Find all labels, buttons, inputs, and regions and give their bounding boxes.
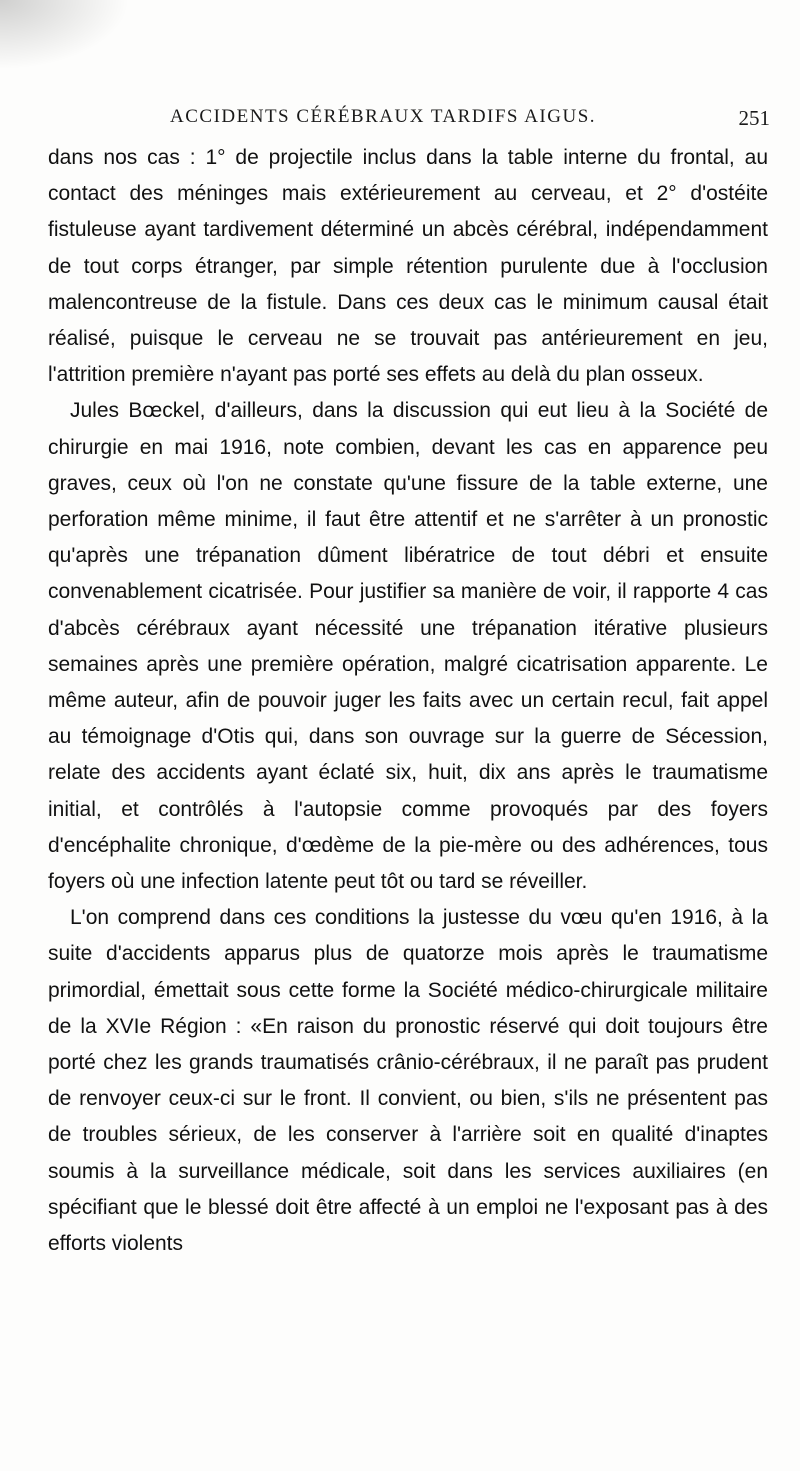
body-text xyxy=(48,140,768,1262)
running-title: ACCIDENTS CÉRÉBRAUX TARDIFS AIGUS. xyxy=(170,106,597,127)
page-edge-shadow xyxy=(0,0,130,70)
page-number: 251 xyxy=(738,106,770,130)
paragraph-continuation: dans nos cas : 1° de projectile inclus dans la table interne du frontal, au contact des méninges mais extérieurement au cerveau, et 2° d'ostéite fistuleuse ayant tardivement déterminé un abcès cérébral, indépendamment de tout corps étranger, par simple rétention purulente due à l'occlusion malencontreuse de la fistule. Dans ces deux cas le minimum causal était réalisé, puisque le cerveau ne se trouvait pas antérieurement en jeu, l'attrition première n'ayant pas porté ses effets au delà du plan osseux. xyxy=(48,146,768,387)
paragraph-boeckel: Jules Bœckel, d'ailleurs, dans la discussion qui eut lieu à la Société de chirurgie en mai 1916, note combien, devant les cas en apparence peu graves, ceux où l'on ne constate qu'une fissure de la table externe, une perforation même minime, il faut être attentif et ne s'arrêter à un pronostic qu'après une trépanation dûment libératrice de tout débri et ensuite convenablement cicatrisée. Pour justifier sa manière de voir, il rapporte 4 cas d'abcès cérébraux ayant nécessité une trépanation itérative plusieurs semaines après une première opération, malgré cicatrisation apparente. Le même auteur, afin de pouvoir juger les faits avec un certain recul, fait appel au témoignage d'Otis qui, dans son ouvrage sur la guerre de Sécession, relate des accidents ayant éclaté six, huit, dix ans après le traumatisme initial, et contrôlés à l'autopsie comme provoqués par des foyers d'encéphalite chronique, d'œdème de la pie-mère ou des adhérences, tous foyers où une infection latente peut tôt ou tard se réveiller. xyxy=(48,399,768,894)
running-head xyxy=(40,106,770,136)
paragraph-societe-voeu: L'on comprend dans ces conditions la justesse du vœu qu'en 1916, à la suite d'accidents apparus plus de quatorze mois après le traumatisme primordial, émettait sous cette forme la Société médico-chirurgicale militaire de la XVIe Région : «En raison du pronostic réservé qui doit toujours être porté chez les grands traumatisés crânio-cérébraux, il ne paraît pas prudent de renvoyer ceux-ci sur le front. Il convient, ou bien, s'ils ne présentent pas de troubles sérieux, de les conserver à l'arrière soit en qualité d'inaptes soumis à la surveillance médicale, soit dans les services auxiliaires (en spécifiant que le blessé doit être affecté à un emploi ne l'exposant pas à des efforts violents xyxy=(48,906,768,1256)
